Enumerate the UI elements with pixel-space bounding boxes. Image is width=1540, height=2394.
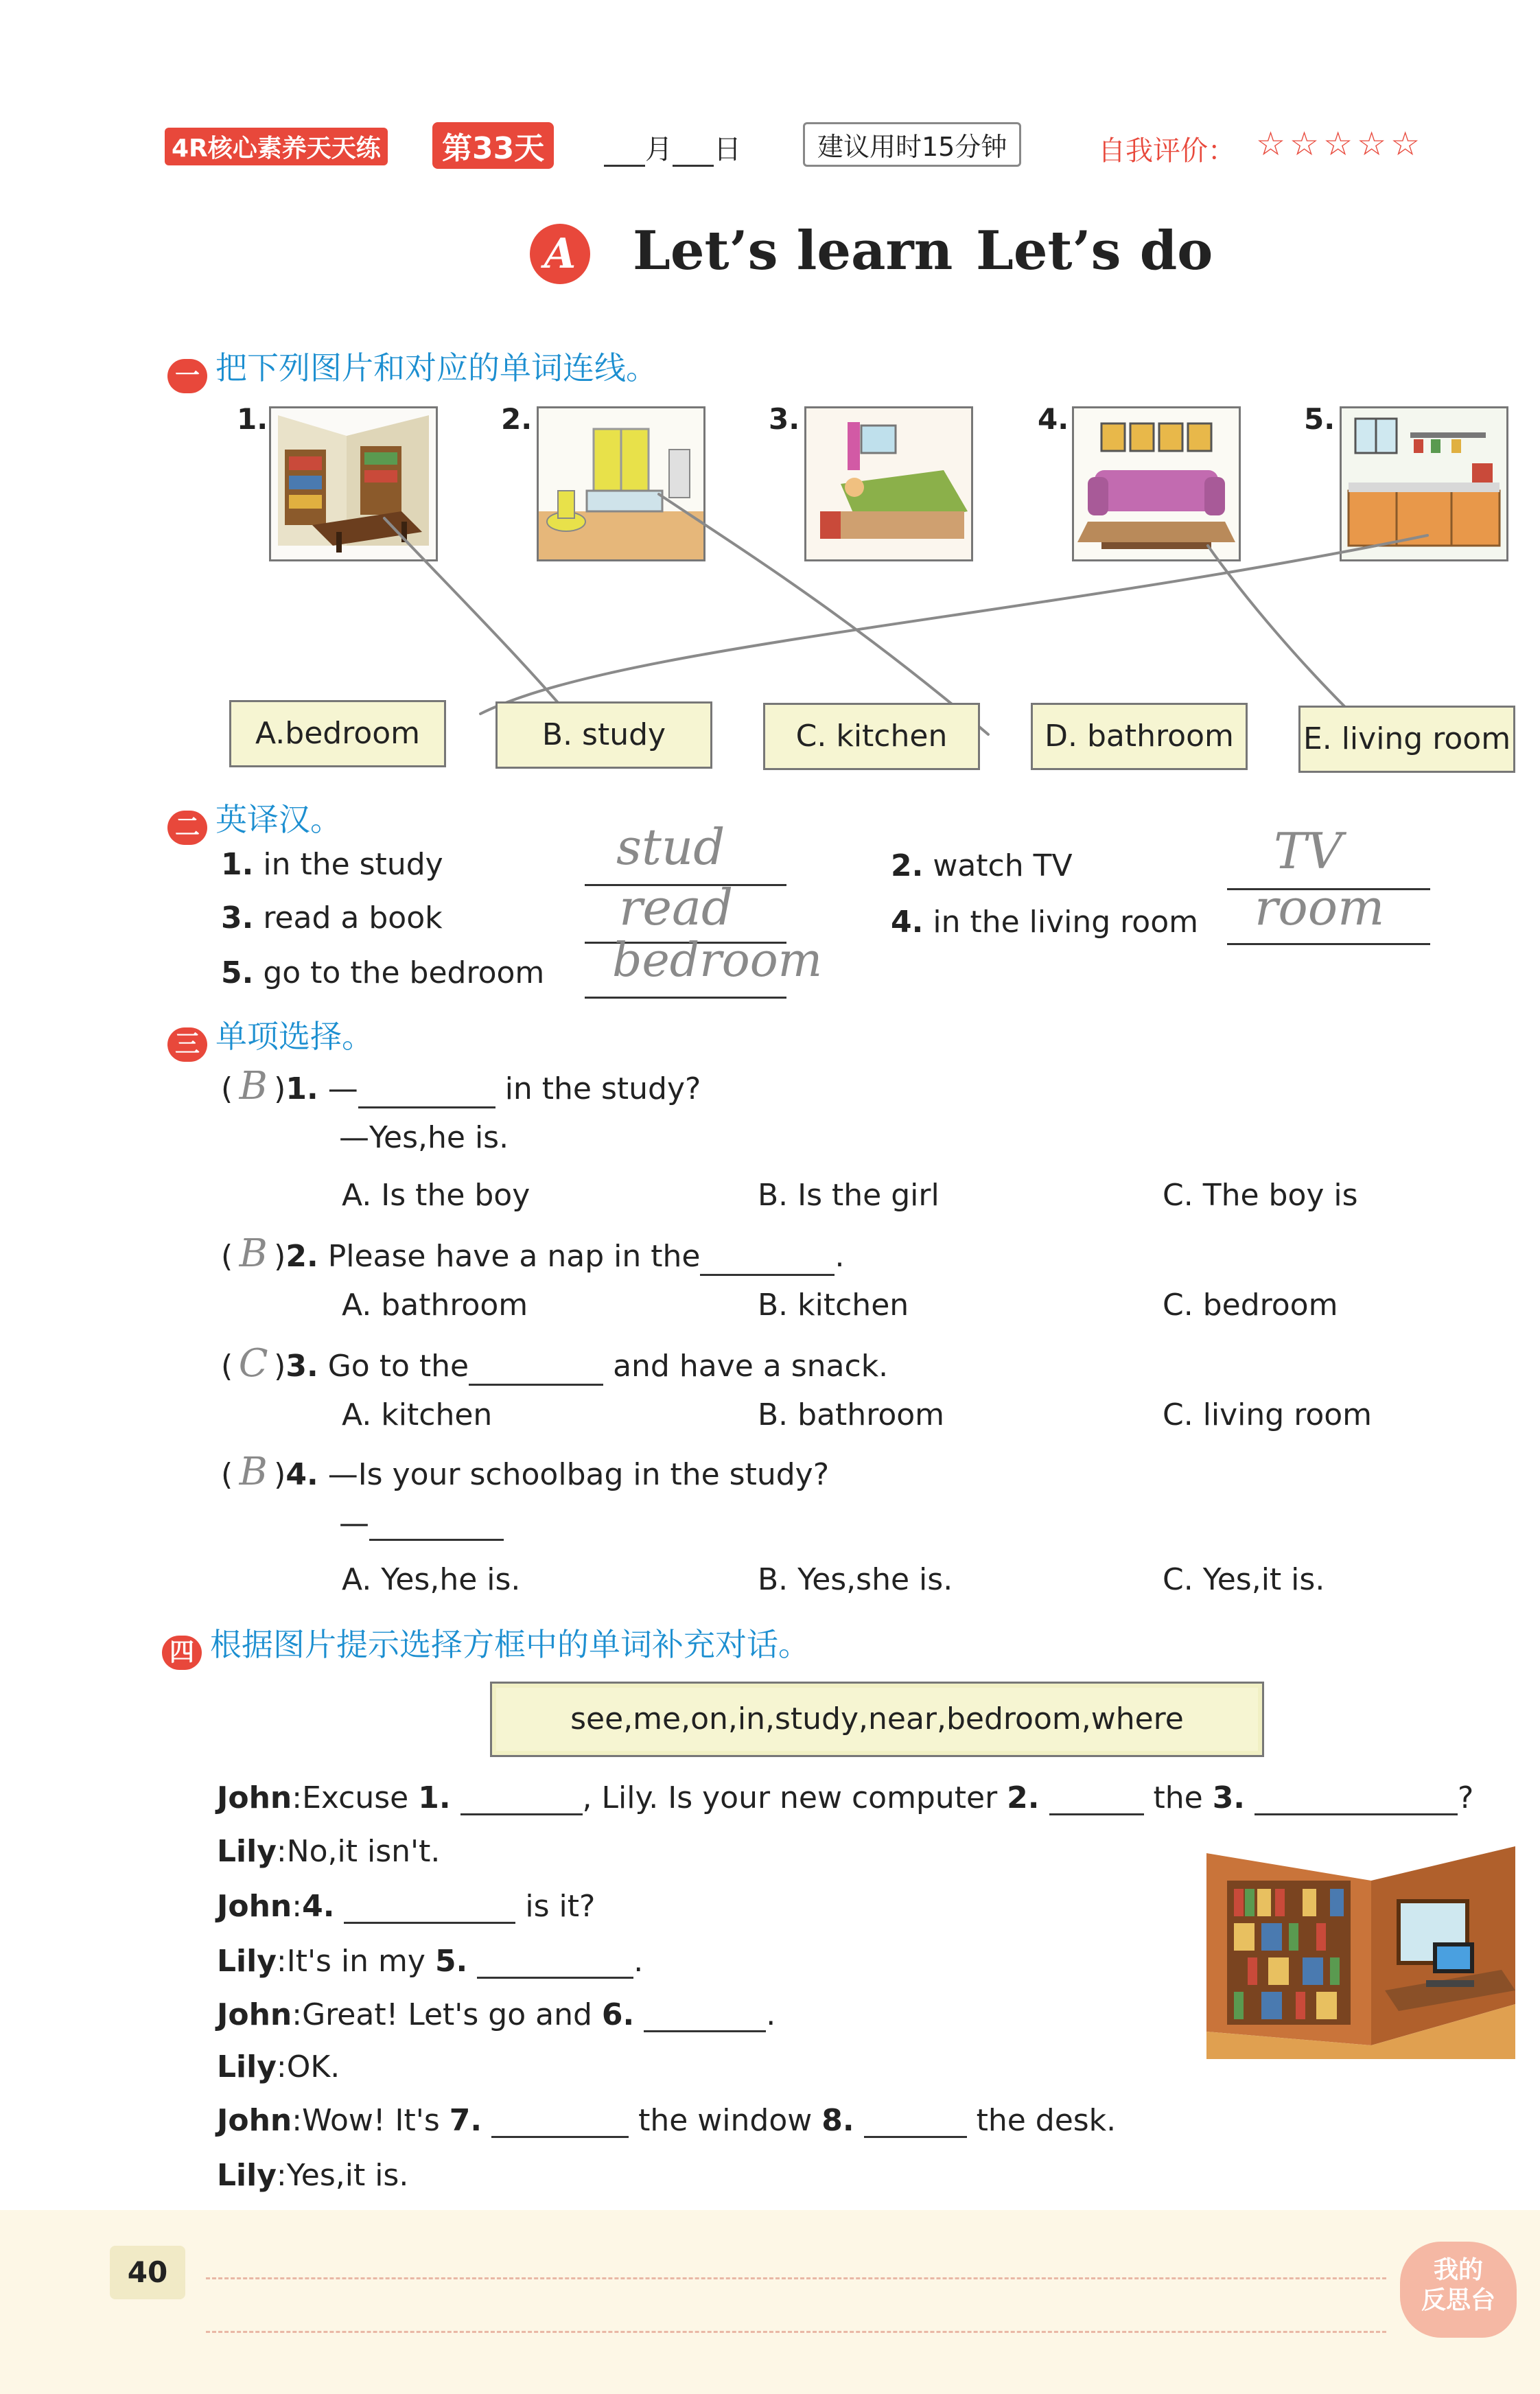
- choice-option-3a[interactable]: A. kitchen: [342, 1397, 493, 1432]
- section4-title: 根据图片提示选择方框中的单词补充对话。: [210, 1626, 810, 1663]
- section4-badge: 四: [162, 1636, 202, 1670]
- choice-reply-1: —Yes,he is.: [339, 1120, 509, 1155]
- translate-item-3: 3. read a book: [221, 900, 443, 935]
- self-eval-stars[interactable]: ☆☆☆☆☆: [1256, 125, 1425, 163]
- brand-logo: 4R核心素养天天练: [165, 128, 388, 165]
- choice-answer-3[interactable]: C: [238, 1341, 268, 1386]
- choice-option-2a[interactable]: A. bathroom: [342, 1288, 528, 1323]
- choice-answer-1[interactable]: B: [239, 1064, 268, 1108]
- translate-item-5: 5. go to the bedroom: [221, 955, 545, 990]
- section2-title: 英译汉。: [215, 801, 342, 838]
- page-number-tab: 40: [110, 2246, 185, 2299]
- word-box-bedroom[interactable]: A.bedroom: [229, 700, 446, 767]
- picture-number: 2.: [501, 402, 533, 436]
- choice-option-1c[interactable]: C. The boy is: [1163, 1178, 1358, 1213]
- title-badge: A: [530, 224, 590, 284]
- month-field: 月 日: [604, 128, 741, 167]
- dialogue-line-4: Lily:It's in my 5. .: [217, 1944, 644, 1979]
- title-text-do: Let’s do: [976, 220, 1213, 282]
- choice-answer-4[interactable]: B: [239, 1450, 268, 1494]
- picture-number: 3.: [769, 402, 800, 436]
- choice-option-3c[interactable]: C. living room: [1163, 1397, 1373, 1432]
- choice-option-2b[interactable]: B. kitchen: [758, 1288, 909, 1323]
- word-bank: see,me,on,in,study,near,bedroom,where: [490, 1682, 1264, 1757]
- translate-item-1: 1. in the study: [221, 847, 443, 882]
- choice-option-4a[interactable]: A. Yes,he is.: [342, 1562, 521, 1597]
- choice-option-4b[interactable]: B. Yes,she is.: [758, 1562, 953, 1597]
- dialogue-line-8: Lily:Yes,it is.: [217, 2158, 409, 2193]
- choice-option-2c[interactable]: C. bedroom: [1163, 1288, 1338, 1323]
- picture-number: 1.: [237, 402, 268, 436]
- dialogue-line-7: John:Wow! It's 7. the window 8. the desk.: [217, 2103, 1117, 2138]
- picture-number: 4.: [1038, 402, 1069, 436]
- dialogue-line-1: John:Excuse 1. , Lily. Is your new computer 2. the 3. ?: [217, 1780, 1474, 1815]
- section3-badge: 三: [167, 1027, 207, 1062]
- dialogue-line-6: Lily:OK.: [217, 2049, 340, 2084]
- translate-answer-3[interactable]: read: [585, 876, 786, 944]
- choice-question-1: ( B )1. — in the study?: [221, 1064, 701, 1108]
- choice-answer-2[interactable]: B: [239, 1231, 268, 1276]
- time-suggest-box: 建议用时15分钟: [803, 122, 1021, 167]
- choice-question-4: ( B )4. —Is your schoolbag in the study?: [221, 1450, 830, 1494]
- section3-heading: [167, 1012, 373, 1062]
- day-badge: 第33天: [432, 122, 554, 169]
- translate-answer-2[interactable]: TV: [1227, 821, 1430, 890]
- choice-question-3: ( C )3. Go to the and have a snack.: [221, 1341, 889, 1386]
- reflection-badge: 我的 反思台: [1400, 2242, 1517, 2338]
- word-box-study[interactable]: B. study: [495, 701, 712, 769]
- choice-option-1b[interactable]: B. Is the girl: [758, 1178, 940, 1213]
- footer-band: [0, 2210, 1540, 2394]
- translate-item-4: 4. in the living room: [891, 905, 1198, 940]
- section2-heading: [167, 795, 342, 845]
- translate-answer-5[interactable]: bedroom: [585, 933, 786, 999]
- word-box-kitchen[interactable]: C. kitchen: [763, 703, 980, 770]
- translate-item-2: 2. watch TV: [891, 848, 1073, 883]
- section1-badge: 一: [167, 359, 207, 393]
- word-box-bathroom[interactable]: D. bathroom: [1031, 703, 1248, 770]
- reflection-line-2[interactable]: [206, 2331, 1386, 2333]
- choice-option-1a[interactable]: A. Is the boy: [342, 1178, 530, 1213]
- dialogue-line-5: John:Great! Let's go and 6. .: [217, 1997, 776, 2032]
- section3-title: 单项选择。: [215, 1018, 373, 1055]
- section2-badge: 二: [167, 811, 207, 845]
- section4-heading: [162, 1620, 810, 1670]
- reflection-line-1[interactable]: [206, 2277, 1386, 2279]
- matching-lines: [0, 0, 1540, 789]
- picture-number: 5.: [1304, 402, 1335, 436]
- section1-title: 把下列图片和对应的单词连线。: [215, 349, 657, 386]
- choice-option-3b[interactable]: B. bathroom: [758, 1397, 945, 1432]
- dialogue-line-2: Lily:No,it isn't.: [217, 1834, 441, 1869]
- choice-question-2: ( B )2. Please have a nap in the .: [221, 1231, 845, 1276]
- dialogue-line-3: John:4. is it?: [217, 1889, 596, 1924]
- study-illustration: [1200, 1839, 1521, 2059]
- choice-option-4c[interactable]: C. Yes,it is.: [1163, 1562, 1325, 1597]
- title-text-learn: Let’s learn: [633, 220, 953, 282]
- self-eval-label: 自我评价：: [1098, 135, 1235, 167]
- translate-answer-1[interactable]: stud: [585, 817, 786, 886]
- word-box-living-room[interactable]: E. living room: [1298, 706, 1515, 773]
- translate-answer-4[interactable]: room: [1227, 879, 1430, 945]
- choice-reply-4: —: [339, 1506, 504, 1541]
